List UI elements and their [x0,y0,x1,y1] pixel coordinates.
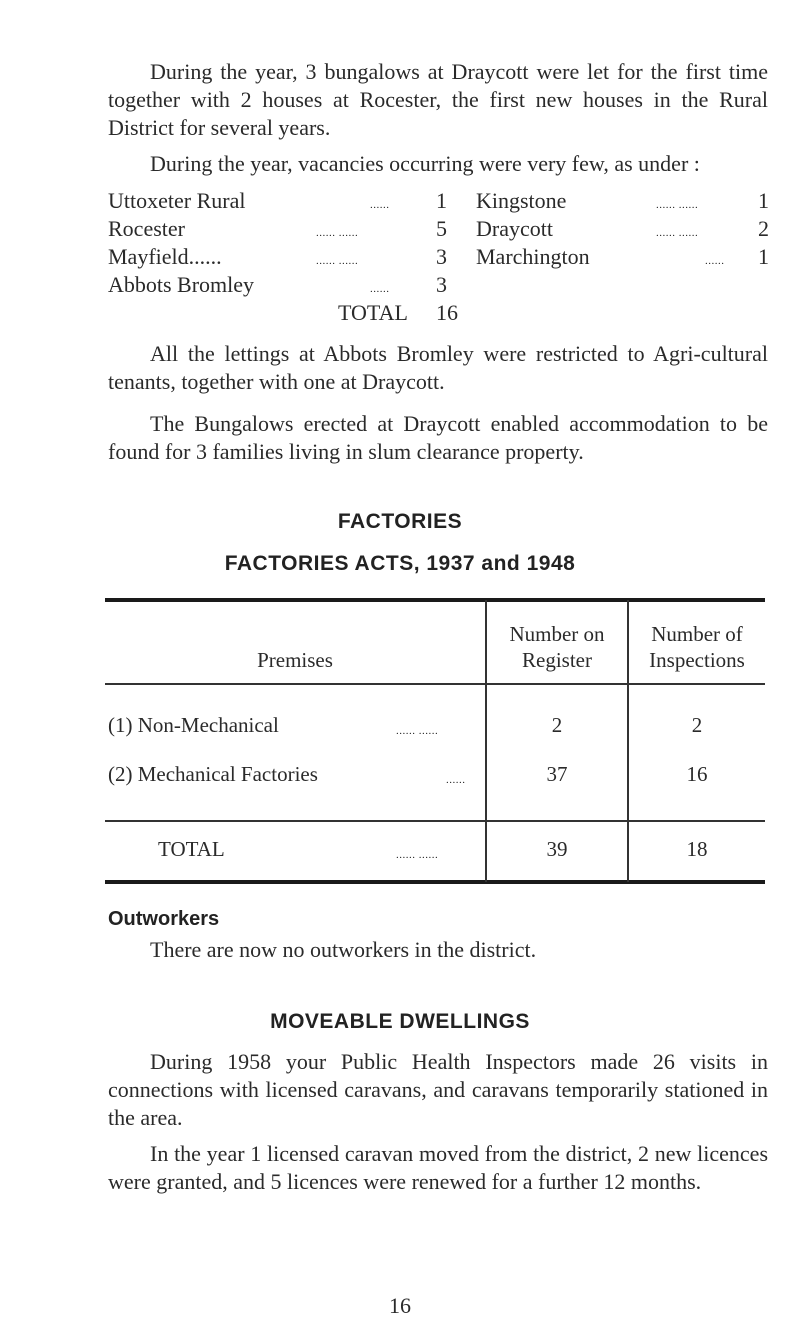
vacancy-name: Rocester [108,216,185,241]
vacancy-total-value: 16 [436,300,458,325]
bungalows-paragraph: The Bungalows erected at Draycott enabled accommodation to be found for 3 families living in slum clearance property. [108,411,768,464]
leader-dots: ...... ...... [396,849,439,861]
header-register-line1: Number on [509,622,605,646]
intro-paragraph: During the year, 3 bungalows at Draycott were let for the first time together with 2 houses at Rocester, the first new houses in the Rural District for several years. [108,59,768,140]
row-label: (1) Non-Mechanical [108,713,279,737]
vacancy-count: 3 [436,272,447,297]
vacancy-row [0,187,800,215]
factories-acts-heading: FACTORIES ACTS, 1937 and 1948 [224,552,576,575]
row-inspections: 16 [686,762,708,786]
vacancy-name: Abbots Bromley [108,272,255,297]
total-register: 39 [546,837,568,861]
page-number: 16 [389,1293,411,1318]
moveable-paragraph-1: During 1958 your Public Health Inspectors made 26 visits in connections with licensed caravans, and caravans temporarily stationed in the area. [108,1049,768,1130]
row-inspections: 2 [691,713,703,737]
table-bottom-rule [105,880,765,884]
vacancy-name: Uttoxeter Rural [108,188,246,213]
leader-dots: ...... [705,255,725,267]
header-inspections-line1: Number of [651,622,743,646]
moveable-dwellings-heading: MOVEABLE DWELLINGS [270,1010,530,1033]
leader-dots: ...... [370,199,390,211]
leader-dots: ...... ...... [316,255,359,267]
vacancy-row [0,271,800,299]
leader-dots: ...... ...... [656,199,699,211]
vacancies-intro: During the year, vacancies occurring were very few, as under : [150,151,700,176]
factories-heading: FACTORIES [337,510,463,533]
row-register: 37 [546,762,568,786]
vacancy-name: Kingstone [476,188,567,213]
header-register-line2: Register [522,648,592,672]
vacancy-count: 3 [436,244,447,269]
vacancy-total-label: TOTAL [338,300,408,325]
leader-dots: ...... [370,283,390,295]
table-total-rule [105,820,765,822]
vacancy-name: Marchington [476,244,590,269]
header-inspections-line2: Inspections [649,648,745,672]
vacancy-count: 1 [758,244,769,269]
total-inspections: 18 [686,837,708,861]
vacancy-name: Draycott [476,216,553,241]
vacancy-row [0,243,800,271]
total-label: TOTAL [158,837,225,861]
vacancy-row [0,215,800,243]
moveable-paragraph-2: In the year 1 licensed caravan moved from the district, 2 new licences were granted, and 5 licences were renewed for a further 12 months. [108,1141,768,1194]
table-top-rule [105,598,765,602]
leader-dots: ...... ...... [396,725,439,737]
outworkers-heading: Outworkers [108,908,220,930]
vacancy-count: 1 [758,188,769,213]
vacancy-count: 5 [436,216,447,241]
vacancy-count: 2 [758,216,769,241]
outworkers-text: There are now no outworkers in the district. [150,937,537,962]
table-header-rule [105,683,765,685]
leader-dots: ...... [446,774,466,786]
vacancy-count: 1 [436,188,447,213]
leader-dots: ...... ...... [656,227,699,239]
header-premises: Premises [257,648,333,672]
vacancy-name: Mayfield...... [108,244,222,269]
vacancy-total-row [0,299,800,327]
abbots-paragraph: All the lettings at Abbots Bromley were restricted to Agri-cultural tenants, together with one at Draycott. [108,341,768,394]
row-register: 2 [551,713,563,737]
leader-dots: ...... ...... [316,227,359,239]
row-label: (2) Mechanical Factories [108,762,318,786]
